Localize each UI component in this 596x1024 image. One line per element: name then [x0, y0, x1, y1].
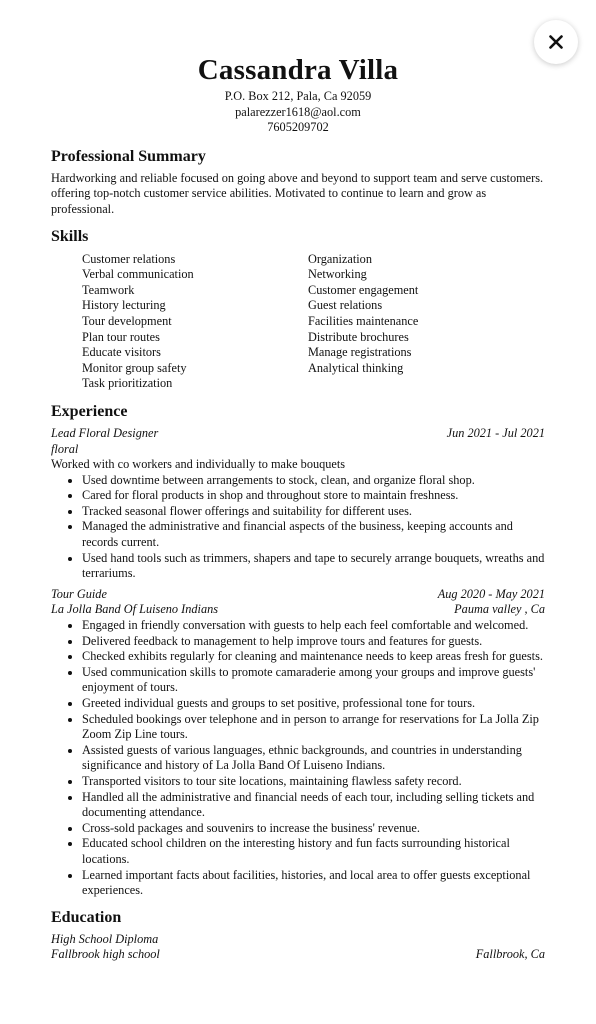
skill-item: Guest relations — [308, 298, 383, 313]
job-company: floral — [51, 441, 79, 456]
contact-email: palarezzer1618@aol.com — [235, 104, 361, 119]
skills-column-1 — [82, 252, 308, 392]
skill-item: Customer engagement — [308, 282, 419, 297]
skill-item: Educate visitors — [82, 345, 161, 360]
skill-item: Distribute brochures — [308, 329, 409, 344]
education-location: Fallbrook, Ca — [475, 947, 545, 962]
bullet-item: • Transported visitors to tour site locations, maintaining flawless safety record. — [82, 774, 545, 790]
experience-heading: Experience — [51, 402, 128, 420]
skill-item: Manage registrations — [308, 345, 412, 360]
summary-text: Hardworking and reliable focused on going above and beyond to support team and serve customers. offering top-notch customer service abilities. Motivated to continue to learn and grow as professional. — [51, 170, 544, 216]
skill-item: Facilities maintenance — [308, 313, 419, 328]
skill-item: Verbal communication — [82, 267, 194, 282]
skill-item: History lecturing — [82, 298, 166, 313]
contact-address: P.O. Box 212, Pala, Ca 92059 — [224, 89, 372, 103]
resume-document — [51, 52, 545, 963]
skill-item: Analytical thinking — [308, 360, 404, 375]
skills-list — [51, 252, 545, 392]
bullet-item: • Cross-sold packages and souvenirs to increase the business' revenue. — [82, 821, 545, 837]
bullet-item: • Assisted guests of various languages, ethnic backgrounds, and countries in understanding significance and history of La Jolla Band Of Luiseno Indians. — [82, 743, 545, 774]
bullet-item: • Engaged in friendly conversation with guests to help each feel comfortable and welcomed. — [82, 618, 545, 634]
bullet-item: • Handled all the administrative and financial needs of each tour, including selling tickets and documenting attendance. — [82, 790, 545, 821]
bullet-item: • Learned important facts about facilities, histories, and local area to offer guests exceptional experiences. — [82, 868, 545, 899]
skills-heading: Skills — [51, 227, 89, 245]
skill-item: Networking — [308, 267, 367, 282]
bullet-item: • Scheduled bookings over telephone and in person to arrange for reservations for La Jolla Zip Zoom Zip Line tours. — [82, 712, 545, 743]
job-role: Lead Floral Designer — [51, 425, 159, 440]
skill-item: Organization — [308, 251, 372, 266]
bullet-item: • Managed the administrative and financial aspects of the business, keeping accounts and records current. — [82, 519, 545, 550]
job-dates: Jun 2021 - Jul 2021 — [446, 425, 545, 440]
job-company: La Jolla Band Of Luiseno Indians — [51, 602, 219, 617]
bullet-item: • Educated school children on the interesting history and fun facts surrounding historical locations. — [82, 836, 545, 867]
bullet-item: • Tracked seasonal flower offerings and suitability for different uses. — [82, 504, 545, 520]
job-dates: Aug 2020 - May 2021 — [437, 586, 545, 601]
skill-item: Plan tour routes — [82, 329, 160, 344]
skill-item: Customer relations — [82, 251, 176, 266]
bullet-item: • Checked exhibits regularly for cleaning and maintenance needs to keep areas fresh for guests. — [82, 649, 545, 665]
job-role: Tour Guide — [51, 586, 107, 601]
job-bullets — [51, 618, 545, 899]
bullet-item: • Used communication skills to promote camaraderie among your groups and improve guests' enjoyment of tours. — [82, 665, 545, 696]
bullet-item: • Greeted individual guests and groups to set positive, professional tone for tours. — [82, 696, 545, 712]
bullet-item: • Used downtime between arrangements to stock, clean, and organize floral shop. — [82, 473, 545, 489]
job-entry — [51, 426, 545, 582]
contact-phone: 7605209702 — [267, 120, 329, 135]
bullet-item: • Cared for floral products in shop and throughout store to maintain freshness. — [82, 488, 545, 504]
skill-item: Teamwork — [82, 282, 135, 297]
job-description: Worked with co workers and individually to make bouquets — [51, 457, 346, 472]
candidate-name: Cassandra Villa — [197, 54, 399, 86]
bullet-item: • Delivered feedback to management to help improve tours and features for guests. — [82, 634, 545, 650]
bullet-item: • Used hand tools such as trimmers, shapers and tape to securely arrange bouquets, wreaths and terrariums. — [82, 551, 545, 582]
education-degree: High School Diploma — [51, 931, 159, 946]
job-entry — [51, 587, 545, 899]
job-bullets — [51, 473, 545, 582]
skills-column-2 — [308, 252, 418, 392]
skill-item: Monitor group safety — [82, 360, 187, 375]
education-school: Fallbrook high school — [51, 947, 160, 962]
close-icon — [549, 35, 563, 49]
skill-item: Task prioritization — [82, 376, 173, 391]
summary-heading: Professional Summary — [51, 147, 206, 165]
education-heading: Education — [51, 908, 122, 926]
skill-item: Tour development — [82, 313, 172, 328]
job-location: Pauma valley , Ca — [454, 602, 545, 617]
